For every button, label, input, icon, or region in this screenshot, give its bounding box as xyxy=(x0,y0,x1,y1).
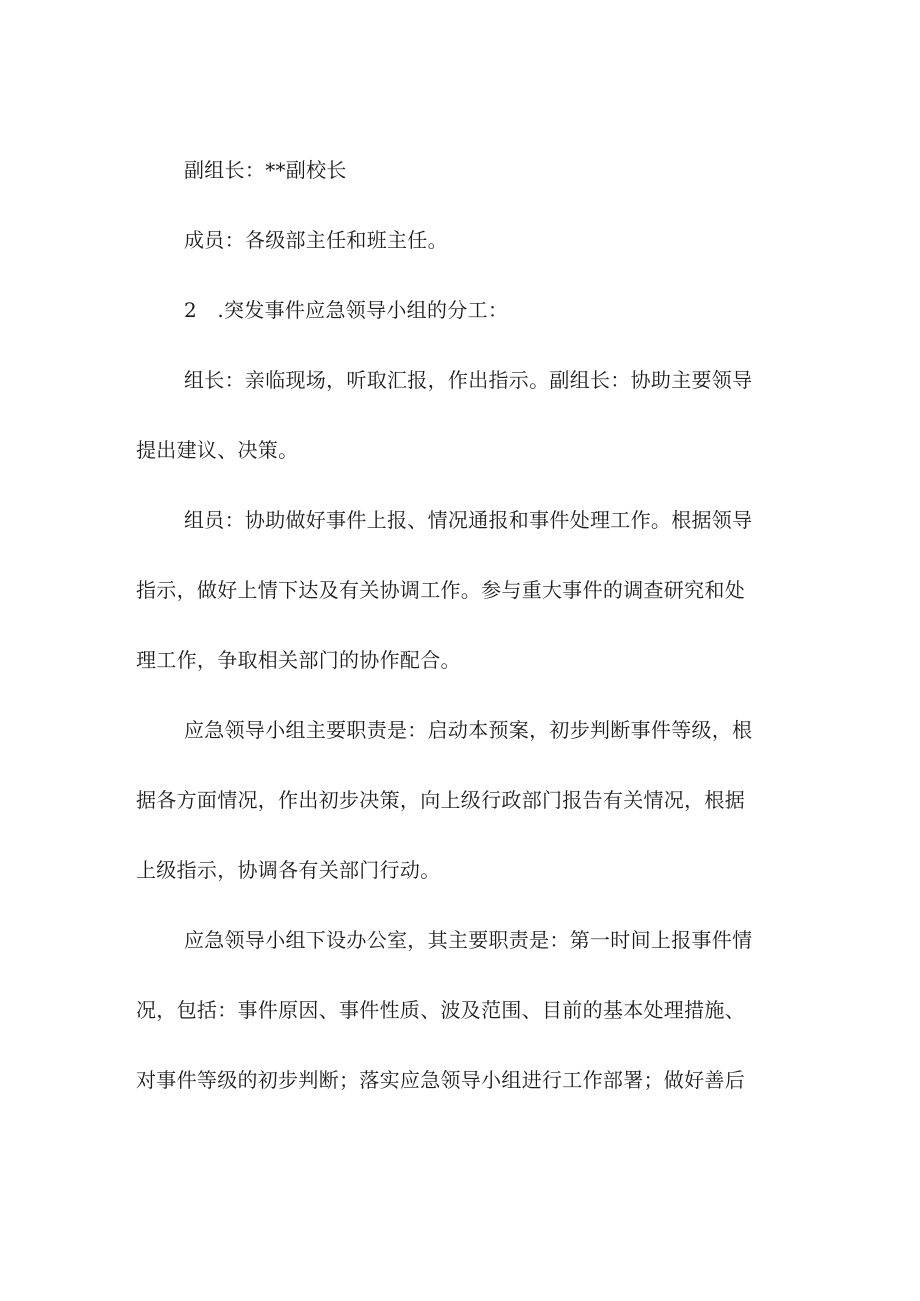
paragraph-line: 应急领导小组主要职责是：启动本预案，初步判断事件等级，根 xyxy=(184,718,753,742)
paragraph-line: 提出建议、决策。 xyxy=(136,438,299,462)
paragraph-line: 对事件等级的初步判断；落实应急领导小组进行工作部署；做好善后 xyxy=(136,1068,745,1092)
paragraph-line: 理工作，争取相关部门的协作配合。 xyxy=(136,648,461,672)
members-line: 成员：各级部主任和班主任。 xyxy=(184,228,448,252)
section-heading: 2 .突发事件应急领导小组的分工： xyxy=(184,298,509,322)
paragraph-line: 况，包括：事件原因、事件性质、波及范围、目前的基本处理措施、 xyxy=(136,998,745,1022)
paragraph-line: 组长：亲临现场，听取汇报，作出指示。副组长：协助主要领导 xyxy=(184,368,753,392)
paragraph-line: 上级指示，协调各有关部门行动。 xyxy=(136,858,441,882)
paragraph-line: 指示，做好上情下达及有关协调工作。参与重大事件的调查研究和处 xyxy=(136,578,745,602)
paragraph-line: 组员：协助做好事件上报、情况通报和事件处理工作。根据领导 xyxy=(184,508,753,532)
deputy-leader-line: 副组长：**副校长 xyxy=(184,158,347,182)
paragraph-line: 据各方面情况，作出初步决策，向上级行政部门报告有关情况，根据 xyxy=(136,788,745,812)
paragraph-line: 应急领导小组下设办公室，其主要职责是：第一时间上报事件情 xyxy=(184,928,753,952)
